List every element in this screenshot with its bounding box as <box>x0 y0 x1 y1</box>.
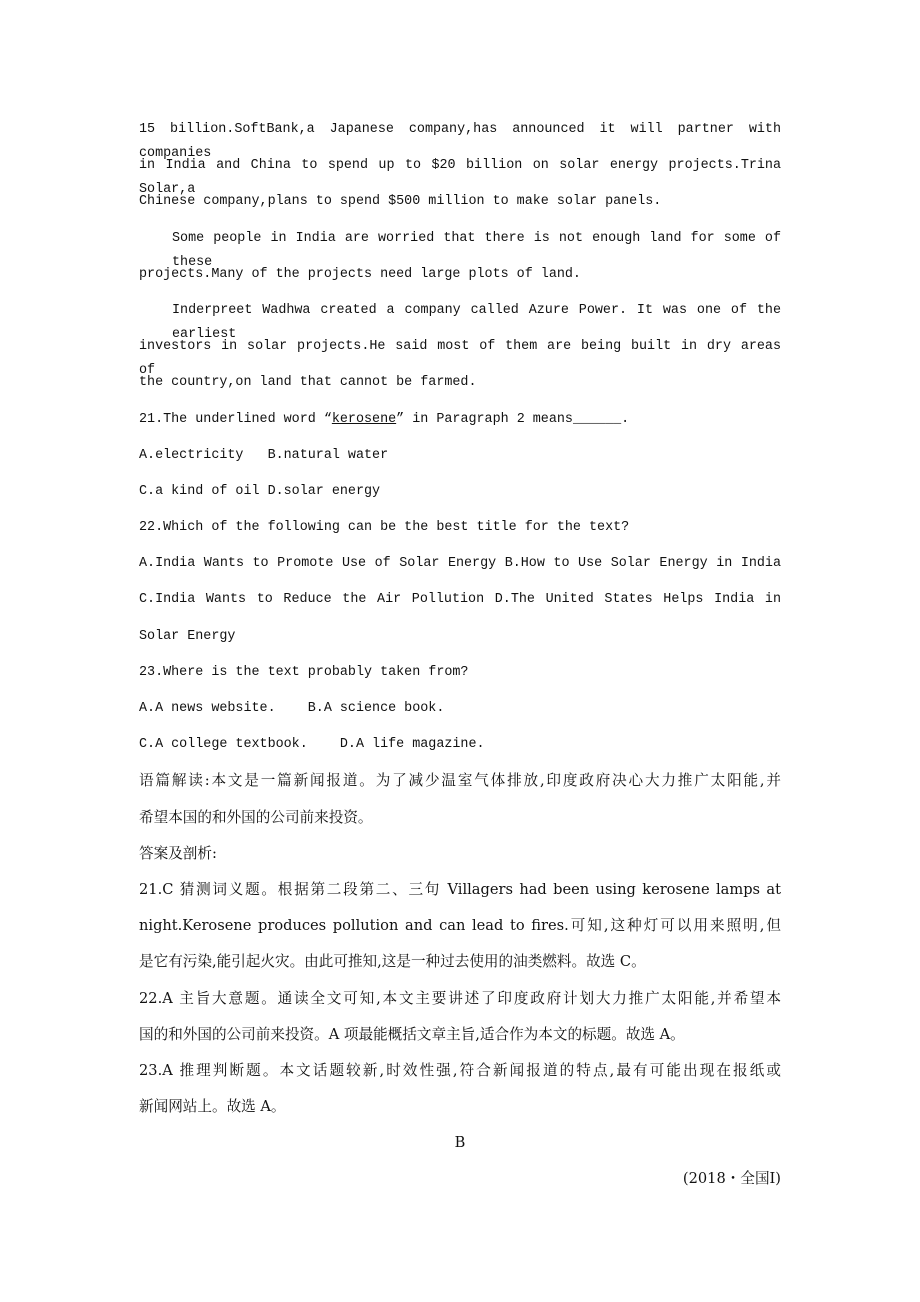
question-23: 23.Where is the text probably taken from? <box>139 664 469 680</box>
analysis-line: 22.A 主旨大意题。通读全文可知,本文主要讲述了印度政府计划大力推广太阳能,并希望本 <box>139 989 781 1007</box>
analysis-line: 21.C 猜测词义题。根据第二段第二、三句 Villagers had been using kerosene lamps at <box>139 880 781 898</box>
analysis-line: night.Kerosene produces pollution and can lead to fires.可知,这种灯可以用来照明,但 <box>139 917 781 935</box>
source-citation: (2018・全国Ⅰ) <box>682 1170 781 1188</box>
passage-line: investors in solar projects.He said most of them are being built in dry areas of <box>139 339 781 379</box>
q21-prefix: 21.The underlined word “ <box>139 411 332 427</box>
passage-line: Inderpreet Wadhwa created a company called Azure Power. It was one of the earliest <box>172 302 781 342</box>
question-21 <box>139 408 781 444</box>
passage-line: 15 billion.SoftBank,a Japanese company,has announced it will partner with companies <box>139 122 781 161</box>
q21-options-cd: C.a kind of oil D.solar energy <box>139 483 381 499</box>
passage-line: Chinese company,plans to spend $500 million to make solar panels. <box>139 194 662 210</box>
q23-options-cd: C.A college textbook. D.A life magazine. <box>139 737 485 753</box>
answer-heading: 答案及剖析: <box>139 844 217 862</box>
section-label: B <box>454 1134 466 1152</box>
analysis-line: 是它有污染,能引起火灾。由此可推知,这是一种过去使用的油类燃料。故选 C。 <box>139 953 646 971</box>
analysis-line: 新闻网站上。故选 A。 <box>139 1098 286 1116</box>
question-22: 22.Which of the following can be the best title for the text? <box>139 520 630 536</box>
analysis-line: 国的和外国的公司前来投资。A 项最能概括文章主旨,适合作为本文的标题。故选 A。 <box>139 1025 685 1043</box>
answer-blank: ______ <box>572 411 622 427</box>
analysis-line: 语篇解读:本文是一篇新闻报道。为了减少温室气体排放,印度政府决心大力推广太阳能,并 <box>139 772 781 790</box>
passage-line: Some people in India are worried that there is not enough land for some of these <box>172 230 781 270</box>
q22-options-cd-cont: Solar Energy <box>139 628 236 644</box>
underlined-word: kerosene <box>331 411 397 427</box>
analysis-line: 23.A 推理判断题。本文话题较新,时效性强,符合新闻报道的特点,最有可能出现在报纸或 <box>139 1061 781 1079</box>
q21-options-ab: A.electricity B.natural water <box>139 447 389 463</box>
document-page <box>139 118 781 1204</box>
q21-end: . <box>621 411 630 427</box>
passage-line: in India and China to spend up to $20 billion on solar energy projects.Trina Solar,a <box>139 158 781 198</box>
passage-line: the country,on land that cannot be farmed. <box>139 375 477 391</box>
q22-options-cd: C.India Wants to Reduce the Air Pollution D.The United States Helps India in <box>139 592 781 608</box>
q21-suffix: ” in Paragraph 2 means <box>396 411 573 427</box>
q23-options-ab: A.A news website. B.A science book. <box>139 701 445 716</box>
passage-line: projects.Many of the projects need large plots of land. <box>139 266 581 282</box>
q22-options-ab: A.India Wants to Promote Use of Solar Energy B.How to Use Solar Energy in India <box>139 556 781 572</box>
analysis-line: 希望本国的和外国的公司前来投资。 <box>139 808 373 826</box>
